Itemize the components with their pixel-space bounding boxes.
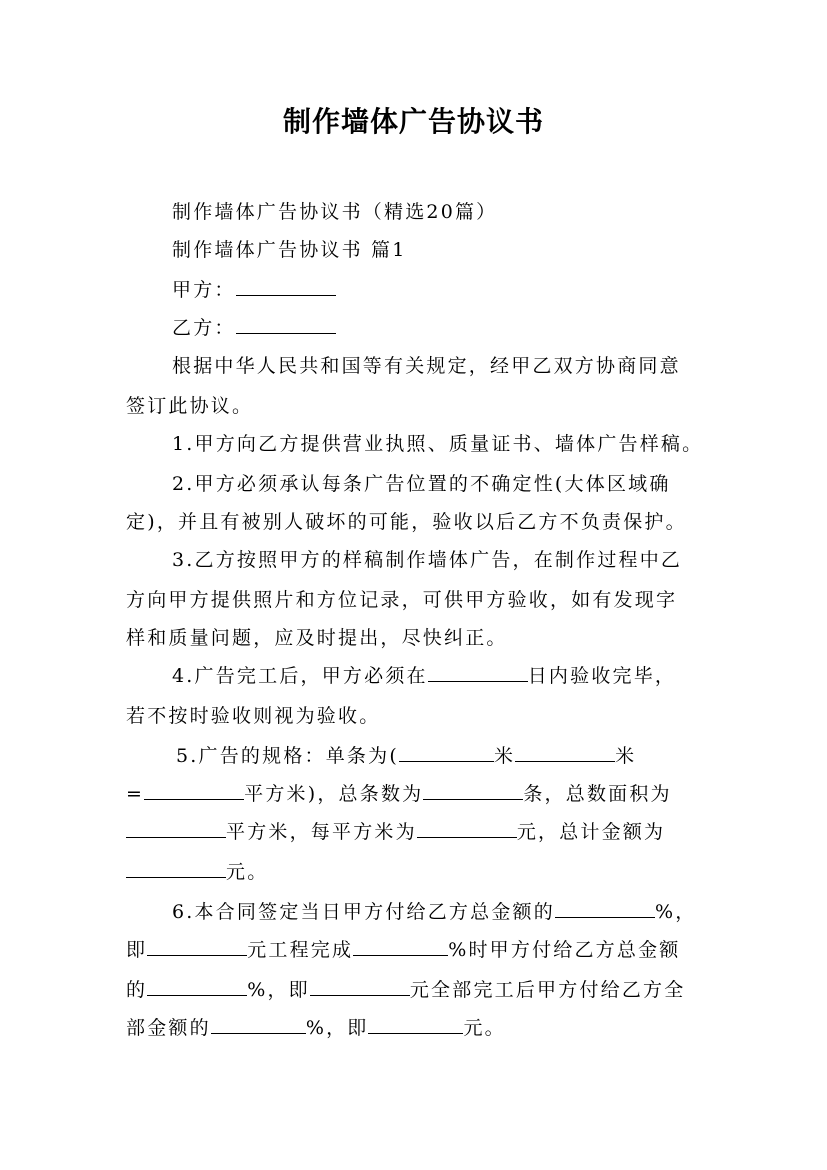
clause-5-blank-6: [417, 819, 517, 838]
subtitle-line: 制作墙体广告协议书（精选20篇）: [172, 201, 498, 223]
clause-4-line-2: 若不按时验收则视为验收。: [126, 705, 381, 727]
clause-6-blank-6: [211, 1015, 306, 1034]
clause-4-line-1: 4.广告完工后，甲方必须在 日内验收完毕，: [172, 665, 677, 687]
clause-6-line-4: 部金额的 %，即 元。: [126, 1017, 506, 1039]
clause-6-blank-5: [310, 977, 410, 996]
clause-5-blank-5: [126, 819, 226, 838]
clause-6-line-2: 即 元工程完成 %时甲方付给乙方总金额: [126, 939, 681, 961]
clause-6-blank-2: [147, 937, 247, 956]
clause-4-blank: [428, 663, 528, 682]
clause-5-line-2: = 平方米)，总条数为 条，总数面积为: [126, 783, 672, 805]
clause-1: 1.甲方向乙方提供营业执照、质量证书、墙体广告样稿。: [172, 433, 704, 455]
clause-3-line-1: 3.乙方按照甲方的样稿制作墙体广告，在制作过程中乙: [172, 549, 683, 571]
clause-5-blank-1: [399, 743, 494, 762]
document-title: 制作墙体广告协议书: [282, 105, 544, 138]
clause-5-line-4: 元。: [126, 858, 268, 886]
clause-5-blank-7: [126, 859, 226, 878]
party-a-line: 甲方：: [172, 276, 336, 304]
clause-6-blank-1: [555, 899, 655, 918]
clause-3-line-2: 方向甲方提供照片和方位记录，可供甲方验收，如有发现字: [126, 589, 678, 611]
party-b-line: 乙方：: [172, 314, 336, 342]
clause-6-line-1: 6.本合同签定当日甲方付给乙方总金额的 %，: [172, 901, 697, 923]
clause-2-line-1: 2.甲方必须承认每条广告位置的不确定性(大体区域确: [172, 473, 671, 495]
clause-6-blank-4: [147, 977, 247, 996]
clause-5-blank-2: [515, 743, 615, 762]
clause-3-line-3: 样和质量问题，应及时提出，尽快纠正。: [126, 627, 508, 649]
party-a-blank: [236, 277, 336, 296]
clause-5-blank-3: [144, 781, 244, 800]
clause-5-line-1: 5.广告的规格：单条为( 米 米: [176, 745, 637, 767]
clause-6-blank-7: [368, 1015, 463, 1034]
clause-5-line-3: 平方米，每平方米为 元，总计金额为: [126, 818, 665, 846]
clause-6-blank-3: [353, 937, 448, 956]
clause-6-line-3: 的 %，即 元全部完工后甲方付给乙方全: [126, 979, 686, 1001]
section-heading: 制作墙体广告协议书 篇1: [172, 239, 407, 261]
party-b-blank: [236, 315, 336, 334]
clause-2-line-2: 定)，并且有被别人破坏的可能，验收以后乙方不负责保护。: [126, 511, 687, 533]
intro-line-1: 根据中华人民共和国等有关规定，经甲乙双方协商同意: [172, 355, 681, 377]
intro-line-2: 签订此协议。: [126, 395, 254, 417]
clause-5-blank-4: [423, 781, 523, 800]
